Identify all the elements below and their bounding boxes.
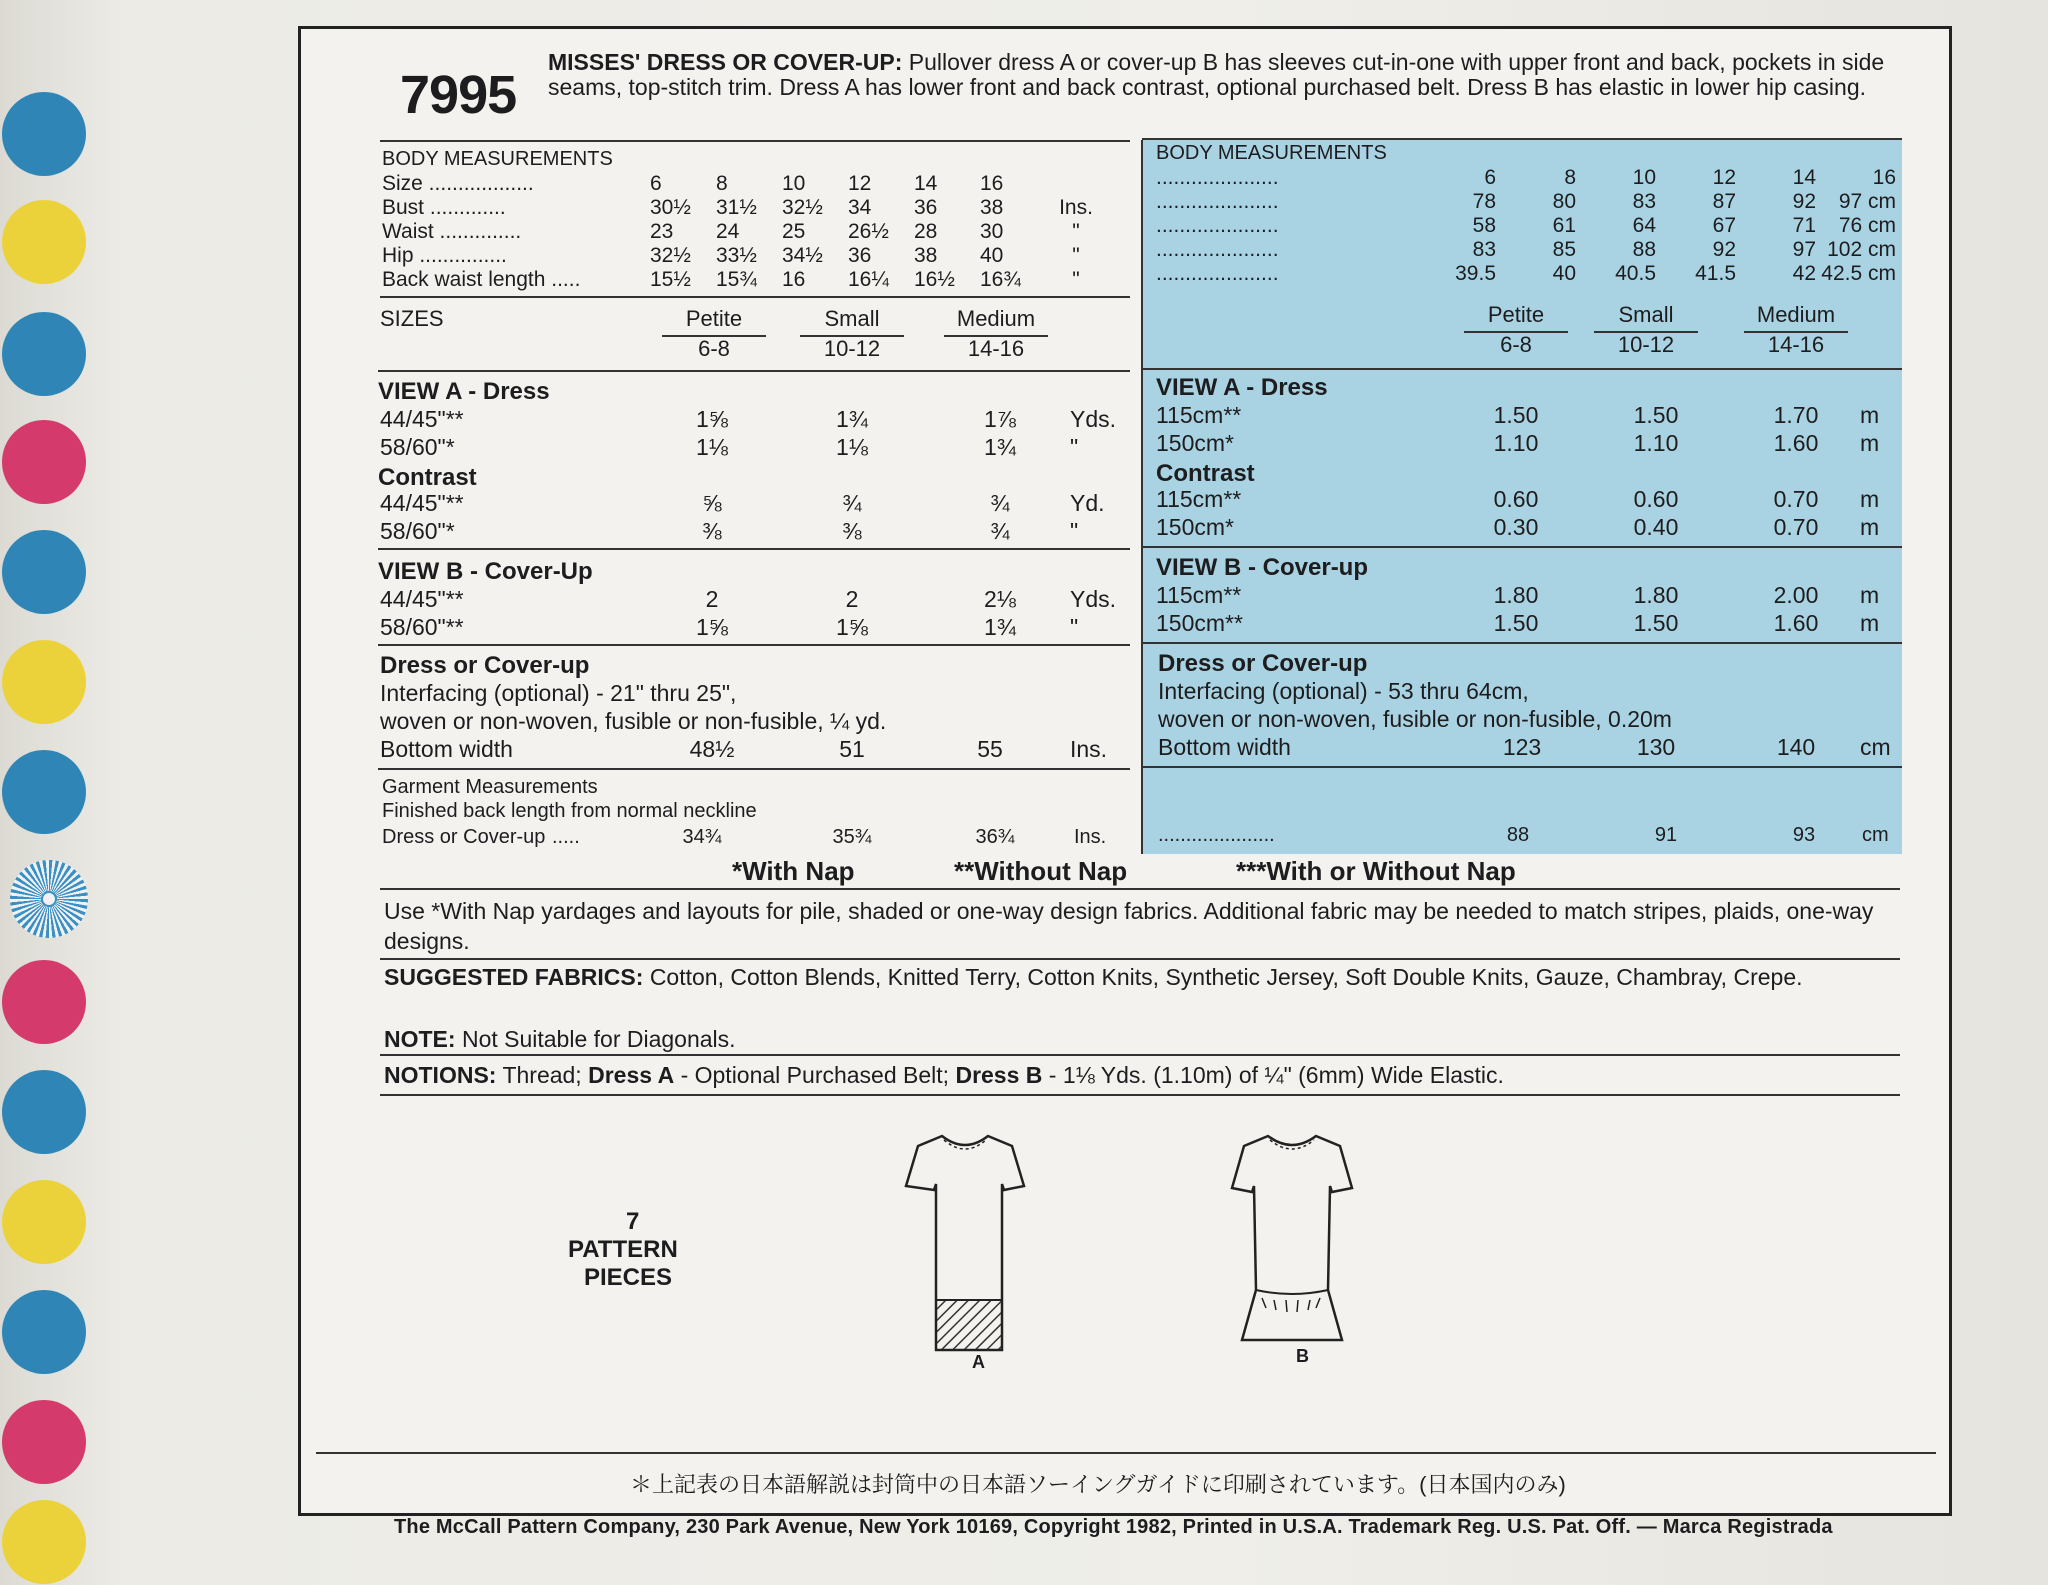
measurement-value: 8 [716,172,728,195]
yardage-unit: m [1860,402,1880,428]
measurement-unit: cm [1862,824,1889,846]
pattern-title: MISSES' DRESS OR COVER-UP: [548,49,903,75]
measurement-value: 32½ [650,244,691,267]
yardage-unit: Yds. [1070,406,1117,432]
size-underline [1464,331,1568,333]
measurement-value: 23 [650,220,674,243]
yardage-value: 1⅞ [984,406,1016,432]
yardage-unit: m [1860,610,1880,636]
measurement-value: 40 [1552,262,1576,285]
pieces-label: PIECES [584,1264,673,1291]
divider [1142,642,1902,644]
size-group-name: Petite [1487,302,1545,327]
size-group-range: 6-8 [1500,332,1532,357]
measurement-unit: " [1072,220,1080,243]
measurement-unit: cm [1860,734,1891,760]
footer-copyright: The McCall Pattern Company, 230 Park Avenue, New York 10169, Copyright 1982, Printed in U.S.A. Trademark Reg. U.S. Pat. Off. — Marca Registrada [394,1516,1833,1538]
size-group-name: Small [824,306,880,331]
garment-measurements-label: Garment Measurements [382,776,598,798]
yardage-unit: Yds. [1070,586,1117,612]
leader-dots: ..................... [1156,238,1279,261]
measurement-value: 123 [1502,734,1542,760]
leader-dots: ..................... [1156,166,1279,189]
size-underline [1594,331,1698,333]
size-group-range: 14-16 [1767,332,1825,357]
measurement-value: 26½ [848,220,889,243]
color-dot-pink [2,1400,86,1484]
measurement-value: 38 [980,196,1004,219]
bottom-width-label: Bottom width [380,736,513,762]
measurement-value: 85 [1552,238,1576,261]
measurement-value: 55 [977,736,1003,762]
measurement-value: 30 [980,220,1004,243]
measurement-value: 102 cm [1827,238,1896,261]
fabric-width-label: 44/45"** [380,490,464,516]
legend-with-nap: *With Nap [732,856,855,886]
fabric-width-label: 58/60"** [380,614,464,640]
divider [378,370,1130,372]
notions [384,1060,1904,1090]
suggested-fabrics [384,962,1904,992]
yardage-value: 1¾ [984,614,1016,640]
color-dot-burst [10,860,88,938]
yardage-value: 0.30 [1493,514,1539,540]
yardage-unit: Yd. [1070,490,1105,516]
yardage-value: 1.80 [1493,582,1539,608]
color-dot-yellow [2,1500,86,1584]
leader-dots: ..................... [1156,214,1279,237]
measurement-value: 88 [1506,824,1530,846]
yardage-value: 2 [845,586,859,612]
yardage-unit: " [1070,614,1079,640]
fabric-width-label: 115cm** [1156,486,1242,512]
color-dot-blue [2,1070,86,1154]
measurement-value: 51 [839,736,865,762]
notions-text: Thread; [502,1062,582,1088]
suggested-label: SUGGESTED FABRICS: [384,964,644,990]
yardage-value: 0.60 [1633,486,1679,512]
measurement-label: Waist .............. [382,220,522,243]
measurement-label: Bust ............. [382,196,506,219]
finished-back-label: Finished back length from normal neckline [382,800,757,822]
interfacing-text-2: woven or non-woven, fusible or non-fusible, ¼ yd. [380,708,887,734]
fabric-width-label: 58/60"* [380,518,455,544]
leader-dots: ..................... [1156,190,1279,213]
measurement-unit: Ins. [1074,826,1107,848]
fabric-width-label: 150cm* [1156,430,1234,456]
measurement-value: 36 [914,196,938,219]
color-dot-yellow [2,200,86,284]
measurement-value: 16¾ [980,268,1021,291]
legend-with-or-without-nap: ***With or Without Nap [1236,856,1516,886]
yardage-value: 1.50 [1493,402,1539,428]
dress-or-cover-heading-metric: Dress or Cover-up [1158,650,1368,677]
measurement-value: 38 [914,244,938,267]
yardage-value: 1¾ [984,434,1016,460]
divider [378,644,1130,646]
nap-note: Use *With Nap yardages and layouts for pile, shaded or one-way design fabrics. Additional fabric may be needed to match stripes, plaids, one-way designs. [384,898,1874,954]
interfacing-text-metric-2: woven or non-woven, fusible or non-fusible, 0.20m [1158,706,1672,732]
description-text: Pullover dress A or cover-up B has sleeves cut-in-one with upper front and back, pockets in side seams, top-stitch trim. Dress A has lower front and back contrast, optional purchased belt. Dress B has elastic in lower hip casing. [548,49,1885,100]
measurement-value: 28 [914,220,938,243]
measurement-value: 92 [1712,238,1736,261]
yardage-value: 0.40 [1633,514,1679,540]
yardage-value: 1.50 [1633,610,1679,636]
measurement-value: 130 [1636,734,1676,760]
bottom-width-label-metric: Bottom width [1158,734,1291,760]
size-underline [1744,331,1848,333]
measurement-value: 80 [1552,190,1576,213]
measurement-value: 76 cm [1838,214,1896,237]
yardage-value: 0.70 [1773,486,1819,512]
size-group-name: Medium [956,306,1036,331]
measurement-value: 140 [1776,734,1816,760]
measurement-unit: " [1072,268,1080,291]
yardage-value: 2.00 [1773,582,1819,608]
leader-dots: ..... [552,826,580,848]
measurement-value: 97 cm [1838,190,1896,213]
column-divider [1141,140,1143,854]
measurement-value: 14 [914,172,938,195]
view-a-heading: VIEW A - Dress [378,378,550,405]
measurement-value: 35¾ [832,826,872,848]
yardage-value: 1⅛ [696,434,728,460]
measurement-value: 83 [1632,190,1656,213]
size-group-range: 10-12 [1617,332,1675,357]
leader-dots: ..................... [1156,262,1279,285]
measurement-value: 25 [782,220,806,243]
fabric-width-label: 115cm** [1156,402,1242,428]
divider [1142,546,1902,548]
yardage-value: 1.50 [1633,402,1679,428]
color-dot-blue [2,1290,86,1374]
color-dot-pink [2,420,86,504]
interfacing-text-metric: Interfacing (optional) - 53 thru 64cm, [1158,678,1529,704]
measurement-unit [1046,172,1106,196]
dress-a-illustration [900,1130,1030,1360]
yardage-value: 1⅛ [836,434,868,460]
measurement-value: 87 [1712,190,1736,213]
fabric-width-label: 44/45"** [380,406,464,432]
measurement-value: 16 [1872,166,1896,189]
yardage-value: 1⅝ [696,406,728,432]
measurement-value: 6 [1484,166,1496,189]
view-b-heading-metric: VIEW B - Cover-up [1156,554,1369,581]
yardage-unit: m [1860,582,1880,608]
measurement-value: 15½ [650,268,691,291]
divider [1142,368,1902,370]
fabric-note [384,1024,1904,1054]
contrast-heading: Contrast [378,464,477,491]
measurement-value: 48½ [689,736,735,762]
measurement-unit: Ins. [1059,196,1093,219]
fabric-width-label: 44/45"** [380,586,464,612]
note-text: Not Suitable for Diagonals. [461,1026,736,1052]
size-group-range: 10-12 [823,336,881,361]
color-dot-yellow [2,1180,86,1264]
measurement-value: 16¼ [848,268,889,291]
yardage-value: 1.70 [1773,402,1819,428]
measurement-value: 40.5 [1615,262,1656,285]
notions-label: NOTIONS: [384,1062,497,1088]
measurement-value: 30½ [650,196,691,219]
measurement-unit: " [1072,244,1080,267]
pattern-description [548,50,1908,100]
yardage-value: 0.60 [1493,486,1539,512]
yardage-unit: " [1070,434,1079,460]
yardage-unit: m [1860,514,1880,540]
fabric-width-label: 150cm* [1156,514,1234,540]
measurement-value: 92 [1792,190,1816,213]
measurement-value: 24 [716,220,740,243]
measurement-value: 61 [1552,214,1576,237]
measurement-value: 16 [782,268,806,291]
measurement-label: Size .................. [382,172,534,195]
size-underline [944,335,1048,337]
notions-dress-b: Dress B [955,1062,1043,1088]
contrast-heading-metric: Contrast [1156,460,1255,487]
pattern-number: 7995 [400,65,517,125]
imperial-body-table [382,172,1106,292]
measurement-value: 8 [1564,166,1576,189]
measurement-value: 42 [1792,262,1816,285]
note-label: NOTE: [384,1026,456,1052]
divider [380,888,1900,890]
fabric-width-label: 150cm** [1156,610,1243,636]
yardage-value: 2 [705,586,719,612]
body-measurements-label-metric: BODY MEASUREMENTS [1156,142,1387,164]
japanese-note: ＊上記表の日本語解説は封筒中の日本語ソーイングガイドに印刷されています。(日本国内のみ) [630,1472,1566,1497]
body-measurements-label: BODY MEASUREMENTS [382,148,613,170]
measurement-value: 12 [848,172,872,195]
divider [380,296,1130,298]
view-b-label: B [1296,1346,1309,1366]
finished-dress-label: Dress or Cover-up [382,826,546,848]
legend-without-nap: **Without Nap [954,856,1128,886]
measurement-value: 78 [1472,190,1496,213]
size-group-range: 14-16 [967,336,1025,361]
yardage-value: 1.60 [1773,610,1819,636]
yardage-value: 1¾ [836,406,868,432]
measurement-value: 39.5 [1455,262,1496,285]
yardage-value: ⅝ [702,490,722,516]
suggested-text: Cotton, Cotton Blends, Knitted Terry, Cotton Knits, Synthetic Jersey, Soft Double Knits, Gauze, Chambray, Crepe. [649,964,1803,990]
notions-text: - 1⅛ Yds. (1.10m) of ¼" (6mm) Wide Elastic. [1048,1062,1504,1088]
measurement-value: 71 [1792,214,1816,237]
yardage-value: 1.10 [1493,430,1539,456]
pieces-count: 7 [626,1208,640,1235]
divider [316,1452,1936,1454]
measurement-value: 34½ [782,244,823,267]
divider [380,958,1900,960]
measurement-value: 64 [1632,214,1656,237]
measurement-value: 67 [1712,214,1736,237]
yardage-value: ⅜ [702,518,722,544]
size-underline [662,335,766,337]
measurement-value: 14 [1792,166,1816,189]
yardage-value: 1⅝ [836,614,868,640]
divider [380,140,1130,142]
interfacing-text: Interfacing (optional) - 21" thru 25", [380,680,737,706]
measurement-unit: Ins. [1070,736,1108,762]
divider [378,768,1130,770]
color-dot-blue [2,530,86,614]
notions-dress-a: Dress A [588,1062,675,1088]
yardage-unit: m [1860,430,1880,456]
measurement-value: 32½ [782,196,823,219]
size-group-name: Petite [685,306,743,331]
measurement-value: 42.5 cm [1821,262,1896,285]
measurement-value: 58 [1472,214,1496,237]
sizes-label: SIZES [380,306,444,331]
cover-up-b-illustration [1222,1130,1362,1360]
measurement-value: 31½ [716,196,757,219]
yardage-unit: " [1070,518,1079,544]
measurement-value: 10 [1632,166,1656,189]
measurement-value: 34 [848,196,872,219]
color-dot-blue [2,750,86,834]
measurement-value: 36¾ [975,826,1015,848]
view-b-heading: VIEW B - Cover-Up [378,558,593,585]
measurement-value: 34¾ [682,826,722,848]
measurement-value: 33½ [716,244,757,267]
measurement-value: 15¾ [716,268,757,291]
measurement-value: 91 [1654,824,1678,846]
fabric-width-label: 58/60"* [380,434,455,460]
color-dot-pink [2,960,86,1044]
measurement-value: 40 [980,244,1004,267]
measurement-label: Back waist length ..... [382,268,581,291]
leader-dots: ..................... [1158,824,1275,846]
yardage-value: 0.70 [1773,514,1819,540]
yardage-value: 1.60 [1773,430,1819,456]
color-dot-blue [2,312,86,396]
notions-text: - Optional Purchased Belt; [680,1062,950,1088]
measurement-value: 88 [1632,238,1656,261]
measurement-value: 93 [1792,824,1816,846]
yardage-value: ¾ [990,518,1010,544]
measurement-value: 41.5 [1695,262,1736,285]
measurement-value: 97 [1792,238,1816,261]
yardage-value: 1⅝ [696,614,728,640]
measurement-value: 36 [848,244,872,267]
yardage-unit: m [1860,486,1880,512]
view-a-label: A [972,1352,985,1372]
size-group-name: Small [1618,302,1674,327]
yardage-value: 1.10 [1633,430,1679,456]
color-dot-blue [2,92,86,176]
yardage-value: ⅜ [842,518,862,544]
color-dot-yellow [2,640,86,724]
divider [1142,138,1902,140]
divider [1142,766,1902,768]
measurement-value: 16½ [914,268,955,291]
measurement-value: 83 [1472,238,1496,261]
yardage-value: ¾ [842,490,862,516]
size-underline [800,335,904,337]
yardage-value: 1.50 [1493,610,1539,636]
size-group-name: Medium [1756,302,1836,327]
view-a-heading-metric: VIEW A - Dress [1156,374,1328,401]
measurement-value: 10 [782,172,806,195]
measurement-label: Hip ............... [382,244,507,267]
measurement-value: 16 [980,172,1004,195]
yardage-value: 1.80 [1633,582,1679,608]
yardage-value: ¾ [990,490,1010,516]
divider [380,1054,1900,1056]
measurement-value: 12 [1712,166,1736,189]
measurement-value: 6 [650,172,662,195]
metric-body-table [1156,166,1896,286]
fabric-width-label: 115cm** [1156,582,1242,608]
dress-or-cover-heading: Dress or Cover-up [380,652,590,679]
divider [378,548,1130,550]
pieces-label: PATTERN [568,1236,678,1263]
yardage-value: 2⅛ [984,586,1016,612]
size-group-range: 6-8 [698,336,730,361]
divider [380,1094,1900,1096]
